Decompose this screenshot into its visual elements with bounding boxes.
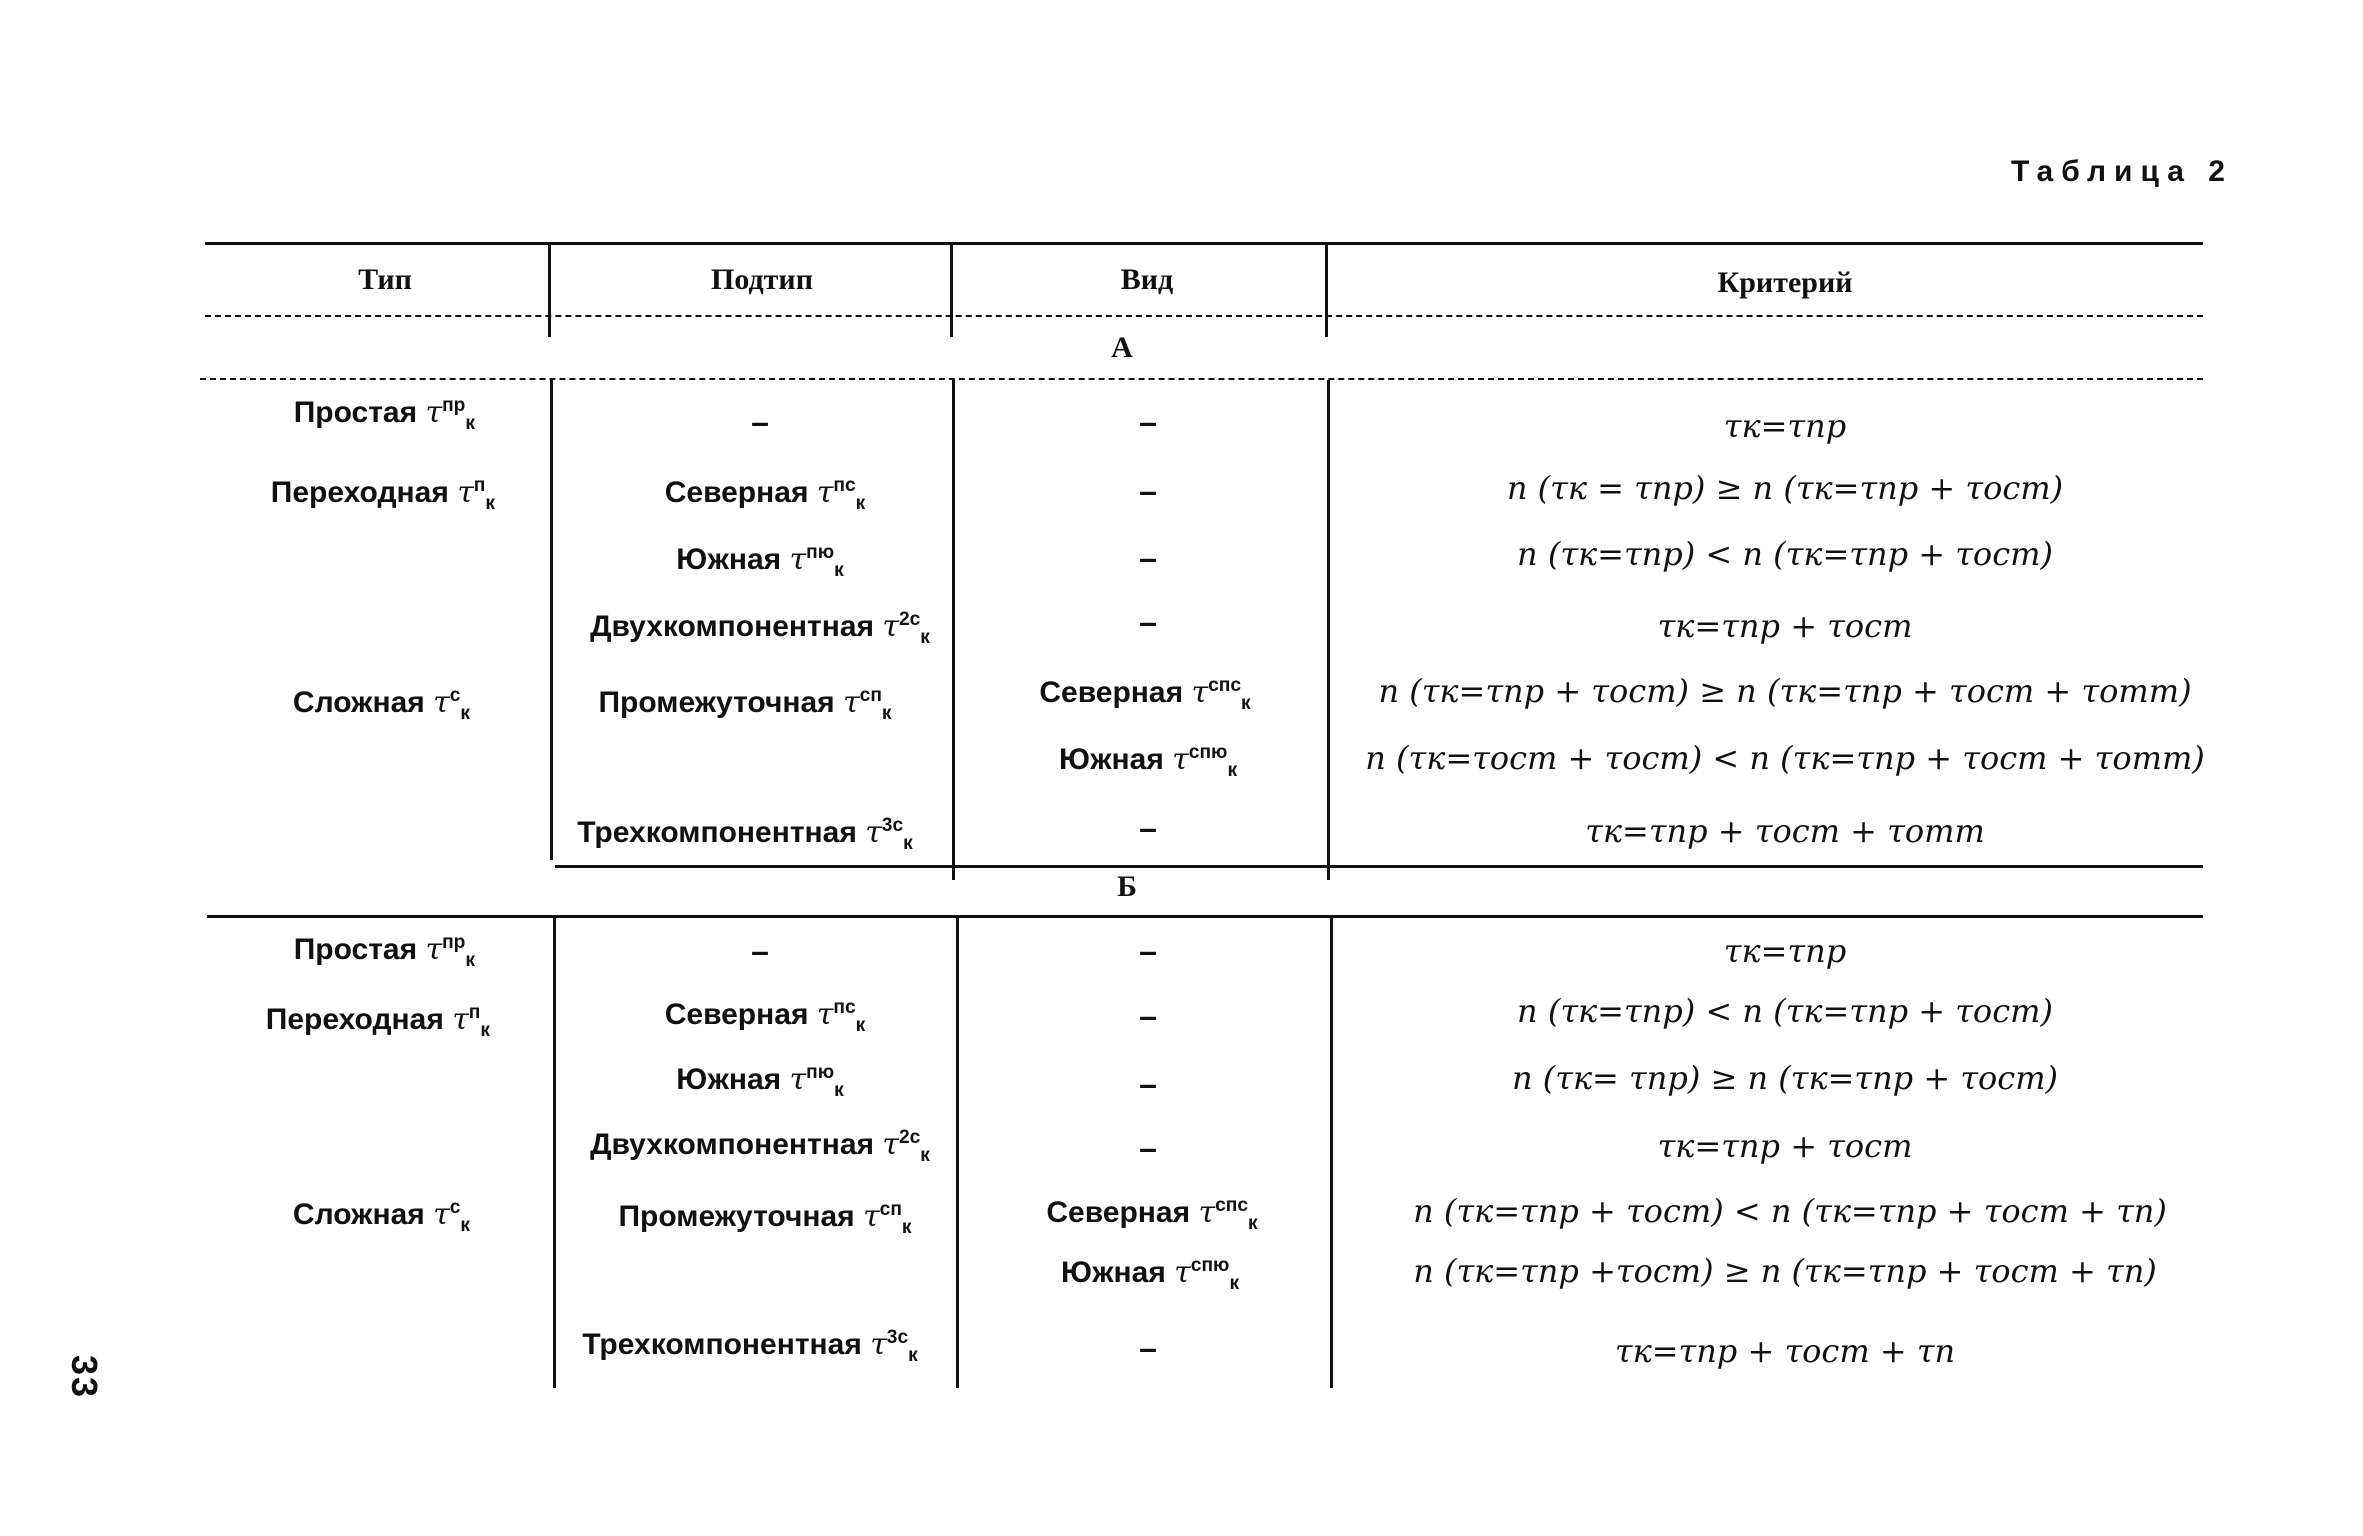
header-bottom-rule: [205, 315, 2203, 317]
table-row-b4-criterion: n (τк=τпр + τост) < n (τк=τпр + τост + τп): [1413, 1192, 2167, 1230]
table-row-a3-kind: –: [1139, 604, 1157, 640]
table-row-a4-criterion: n (τк=τпр + τост) ≥ n (τк=τпр + τост + τотт): [1378, 672, 2192, 710]
table-row-a5-kind: Южная $\tau^{спю}_к$: [1058, 742, 1238, 781]
section-b-divider-1: [553, 918, 556, 1388]
table-row-a2-kind: –: [1139, 540, 1157, 576]
table-caption: Таблица 2: [2010, 155, 2233, 188]
table-row-a6-subtype: Трехкомпонентная $\tau^{3с}_к$: [577, 815, 913, 854]
table-row-a2-subtype: Южная $\tau^{пю}_к$: [676, 542, 844, 581]
table-row-a3-criterion: τк=τпр + τост: [1657, 607, 1913, 645]
table-row-b0-type: Простая $\tau^{пр}_к$: [293, 932, 475, 971]
table-row-b6-subtype: Трехкомпонентная $\tau^{3с}_к$: [582, 1327, 918, 1366]
table-row-b3-criterion: τк=τпр + τост: [1657, 1127, 1913, 1165]
section-label-b: Б: [1117, 870, 1137, 903]
header-kind: Вид: [1120, 263, 1174, 296]
table-row-b5-criterion: n (τк=τпр +τост) ≥ n (τк=τпр + τост + τп): [1413, 1252, 2157, 1290]
table-row-a4-kind: Северная $\tau^{спс}_к$: [1039, 675, 1251, 714]
table-row-a4-type: Сложная $\tau^с_к$: [292, 685, 470, 724]
table-row-b6-kind: –: [1139, 1330, 1157, 1366]
table-row-a4-subtype: Промежуточная $\tau^{сп}_к$: [598, 685, 892, 724]
page-number: 33: [64, 1355, 105, 1400]
header-divider-3: [1325, 242, 1328, 337]
section-a-rule: [200, 378, 2203, 380]
section-a-divider-3: [1327, 380, 1330, 880]
header-criterion: Критерий: [1717, 266, 1853, 299]
table-row-a1-type: Переходная $\tau^п_к$: [270, 475, 495, 514]
table-row-b2-criterion: n (τк= τпр) ≥ n (τк=τпр + τост): [1511, 1059, 2059, 1097]
table-row-b4-subtype: Промежуточная $\tau^{сп}_к$: [618, 1199, 912, 1238]
table-row-b0-kind: –: [1139, 933, 1157, 969]
table-row-a1-criterion: n (τк = τпр) ≥ n (τк=τпр + τост): [1506, 469, 2064, 507]
table-row-b3-kind: –: [1139, 1130, 1157, 1166]
table-row-a2-criterion: n (τк=τпр) < n (τк=τпр + τост): [1517, 535, 2053, 573]
table-row-a3-subtype: Двухкомпонентная $\tau^{2с}_к$: [590, 609, 930, 648]
table-row-b1-type: Переходная $\tau^п_к$: [265, 1002, 490, 1041]
table-top-rule: [205, 242, 2203, 245]
table-row-b3-subtype: Двухкомпонентная $\tau^{2с}_к$: [590, 1127, 930, 1166]
section-b-divider-2: [956, 918, 959, 1388]
table-row-b5-kind: Южная $\tau^{спю}_к$: [1060, 1255, 1240, 1294]
section-label-a: А: [1111, 331, 1133, 364]
table-row-b2-kind: –: [1139, 1066, 1157, 1102]
table-row-b6-criterion: τк=τпр + τост + τп: [1614, 1332, 1956, 1370]
table-row-a6-kind: –: [1139, 810, 1157, 846]
header-type: Тип: [358, 263, 412, 296]
table-row-a0-kind: –: [1139, 404, 1157, 440]
table-row-b4-type: Сложная $\tau^с_к$: [292, 1197, 470, 1236]
table-row-b2-subtype: Южная $\tau^{пю}_к$: [676, 1062, 844, 1101]
section-a-divider-2: [952, 380, 955, 880]
table-row-a1-kind: –: [1139, 473, 1157, 509]
table-row-a6-criterion: τк=τпр + τост + τотт: [1585, 812, 1985, 850]
table-row-a0-type: Простая $\tau^{пр}_к$: [293, 395, 475, 434]
header-subtype: Подтип: [711, 263, 813, 296]
table-row-b0-criterion: τк=τпр: [1723, 932, 1847, 970]
table-row-b1-kind: –: [1139, 998, 1157, 1034]
section-b-rule: [207, 915, 2203, 918]
table-row-a0-criterion: τк=τпр: [1723, 407, 1847, 445]
section-a-end-rule: [555, 865, 2203, 868]
header-divider-1: [548, 242, 551, 337]
section-b-divider-3: [1330, 918, 1333, 1388]
section-a-divider-1: [550, 380, 553, 860]
table-row-a5-criterion: n (τк=τост + τост) < n (τк=τпр + τост + τотт): [1365, 739, 2205, 777]
table-row-b0-subtype: –: [751, 933, 769, 969]
table-row-a1-subtype: Северная $\tau^{пс}_к$: [664, 475, 866, 514]
header-divider-2: [950, 242, 953, 337]
table-row-b1-criterion: n (τк=τпр) < n (τк=τпр + τост): [1517, 992, 2053, 1030]
table-row-b1-subtype: Северная $\tau^{пс}_к$: [664, 997, 866, 1036]
table-row-a0-subtype: –: [751, 404, 769, 440]
table-row-b4-kind: Северная $\tau^{спс}_к$: [1046, 1195, 1258, 1234]
